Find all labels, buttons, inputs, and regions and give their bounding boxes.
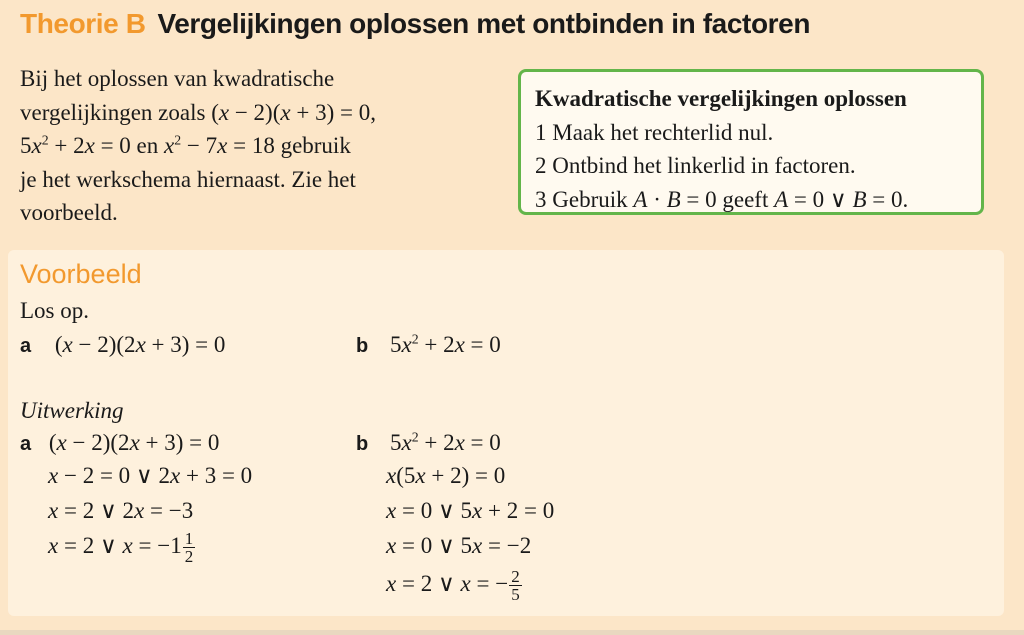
question-b: b $5x^2 + 2x = 0$ <box>356 331 501 357</box>
fraction-one-half: $\frac{1}{2}$ <box>184 529 194 566</box>
procedure-step-1: 1 Maak het rechterlid nul. <box>535 119 774 145</box>
procedure-title: Kwadratische vergelijkingen oplossen <box>535 86 907 111</box>
solution-a-line-4: x = 2 ∨ x = −1 $\frac{1}{2}$ <box>48 529 194 566</box>
solution-b-line-5: x = 2 ∨ x = − $\frac{2}{5}$ <box>386 567 520 604</box>
intro-line-2: vergelijkingen zoals (x − 2)(x + 3) = 0, <box>20 99 376 125</box>
theory-title: Vergelijkingen oplossen met ontbinden in factoren <box>157 8 811 39</box>
fraction-two-fifths: $\frac{2}{5}$ <box>511 567 520 604</box>
intro-line-4: je het werkschema hiernaast. Zie het <box>20 166 356 192</box>
question-a-letter: a <box>20 335 32 357</box>
procedure-step-2: 2 Ontbind het linkerlid in factoren. <box>535 153 856 178</box>
example-heading: Voorbeeld <box>20 259 142 289</box>
question-a: a (x − 2)(2x + 3) = 0 <box>20 332 226 357</box>
solution-a-line-2: x − 2 = 0 ∨ 2x + 3 = 0 <box>48 463 253 488</box>
solution-a-line-3: x = 2 ∨ 2x = −3 <box>48 498 194 523</box>
section-title <box>20 8 810 40</box>
intro-line-3: $5x^2 + 2x = 0$ en $x^2 - 7x = 18$ gebruik <box>20 132 351 158</box>
solution-a-line-1: a (x − 2)(2x + 3) = 0 <box>20 430 220 455</box>
solution-b-line-1: b $5x^2 + 2x = 0$ <box>356 429 501 455</box>
solution-b-line-4: x = 0 ∨ 5x = −2 <box>386 533 532 558</box>
solution-b-line-3: x = 0 ∨ 5x + 2 = 0 <box>386 498 555 523</box>
theory-label: Theorie B <box>20 8 146 39</box>
intro-line-1: Bij het oplossen van kwadratische <box>20 66 335 91</box>
procedure-step-3: 3 Gebruik A · B = 0 geeft A = 0 ∨ B = 0. <box>535 186 909 212</box>
question-b-letter: b <box>356 335 369 357</box>
intro-line-5: voorbeeld. <box>20 200 118 225</box>
solution-b-line-2: x(5x + 2) = 0 <box>386 463 506 488</box>
example-task: Los op. <box>20 298 89 323</box>
procedure-box <box>518 69 984 215</box>
bottom-scrollbar[interactable] <box>0 630 1024 635</box>
uitwerking-heading: Uitwerking <box>20 398 124 423</box>
intro-paragraph <box>20 62 490 230</box>
